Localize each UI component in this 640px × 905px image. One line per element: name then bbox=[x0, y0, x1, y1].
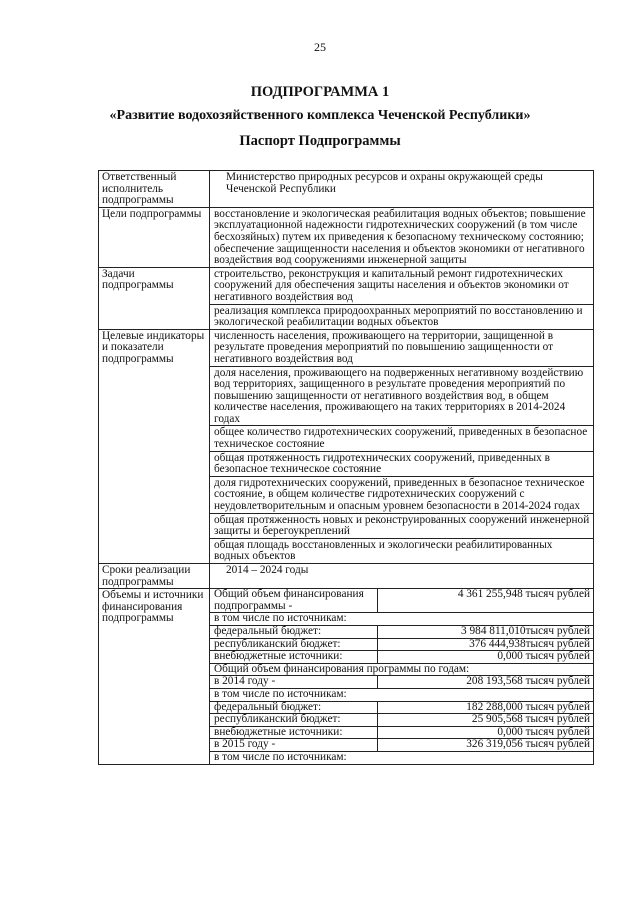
label-goals: Цели подпрограммы bbox=[99, 207, 210, 267]
financing-label: федеральный бюджет: bbox=[210, 625, 378, 638]
financing-value: 25 905,568 тысяч рублей bbox=[378, 714, 594, 727]
financing-row bbox=[210, 651, 593, 664]
financing-label: республиканский бюджет: bbox=[210, 714, 378, 727]
page-number: 25 bbox=[314, 40, 326, 54]
financing-note: в том числе по источникам: bbox=[210, 688, 593, 701]
indicator-item: общая протяженность новых и реконструированных сооружений инженерной защиты и берегоукреплений bbox=[210, 513, 593, 538]
financing-note: в том числе по источникам: bbox=[210, 751, 593, 763]
indicator-item: общее количество гидротехнических сооружений, приведенных в безопасное техническое состояние bbox=[210, 425, 593, 450]
financing-label: в 2014 году - bbox=[210, 676, 378, 689]
value-goals: восстановление и экологическая реабилитация водных объектов; повышение эксплуатационной надежности гидротехнических сооружений (в том числе бесхозяйных) путем их приведения к безопасному техническому состоянию; обеспечение защищенности населения и объектов экономики от негативного воздействия вод сооружениями инженерной защиты bbox=[214, 207, 586, 267]
value-responsible: Министерство природных ресурсов и охраны окружающей среды Чеченской Республики bbox=[226, 171, 543, 195]
passport-title: Паспорт Подпрограммы bbox=[239, 133, 401, 149]
indicator-item: общая площадь восстановленных и экологически реабилитированных водных объектов bbox=[210, 538, 593, 563]
financing-row bbox=[210, 751, 593, 763]
financing-label: внебюджетные источники: bbox=[210, 651, 378, 664]
financing-note: в том числе по источникам: bbox=[210, 613, 593, 626]
row-indicators bbox=[99, 329, 594, 563]
financing-value: 182 288,000 тысяч рублей bbox=[378, 701, 594, 714]
financing-row bbox=[210, 676, 593, 689]
value-terms: 2014 – 2024 годы bbox=[226, 564, 309, 576]
financing-row bbox=[210, 663, 593, 676]
financing-label: внебюджетные источники: bbox=[210, 726, 378, 739]
label-tasks: Задачи подпрограммы bbox=[99, 267, 210, 329]
financing-row bbox=[210, 726, 593, 739]
financing-row bbox=[210, 701, 593, 714]
indicator-item: общая протяженность гидротехнических сооружений, приведенных в безопасное техническое состояние bbox=[210, 451, 593, 476]
indicator-item: доля гидротехнических сооружений, приведенных в безопасное техническое состояние, в общем количестве гидротехнических сооружений с неудовлетворительным и опасным уровнем безопасности в 2014-2024 годах bbox=[210, 476, 593, 513]
financing-by-years: Общий объем финансирования программы по годам: bbox=[210, 663, 593, 676]
financing-table bbox=[210, 589, 593, 763]
label-volumes: Объемы и источники финансирования подпрограммы bbox=[99, 589, 210, 764]
task-item: реализация комплекса природоохранных мероприятий по восстановлению и экологической реабилитации водных объектов bbox=[210, 304, 593, 329]
financing-value: 208 193,568 тысяч рублей bbox=[378, 676, 594, 689]
financing-value: 3 984 811,010тысяч рублей bbox=[378, 625, 594, 638]
financing-row bbox=[210, 625, 593, 638]
row-tasks bbox=[99, 267, 594, 329]
financing-value: 0,000 тысяч рублей bbox=[378, 651, 594, 664]
label-indicators: Целевые индикаторы и показатели подпрограммы bbox=[99, 329, 210, 563]
financing-total-value: 4 361 255,948 тысяч рублей bbox=[457, 588, 590, 601]
label-responsible: Ответственный исполнитель подпрограммы bbox=[99, 171, 210, 208]
financing-row bbox=[210, 613, 593, 626]
indicator-item: численность населения, проживающего на территории, защищенной в результате проведения мероприятий по повышению защищенности от негативного воздействия вод bbox=[214, 329, 554, 365]
financing-row bbox=[210, 589, 593, 613]
subprogram-title: ПОДПРОГРАММА 1 bbox=[250, 84, 390, 100]
financing-label: в 2015 году - bbox=[210, 739, 378, 752]
financing-value: 376 444,938тысяч рублей bbox=[378, 638, 594, 651]
financing-row bbox=[210, 714, 593, 727]
passport-table bbox=[98, 170, 594, 765]
task-item: строительство, реконструкция и капитальный ремонт гидротехнических сооружений для обеспечения защиты населения и объектов экономики от негативного воздействия вод bbox=[214, 267, 569, 303]
row-responsible bbox=[99, 171, 594, 208]
indicator-item: доля населения, проживающего на подверженных негативному воздействию вод территориях, защищенного в результате проведения мероприятий по повышению защищенности от негативного воздействия вод, в общем количестве населения, проживающего на таких территориях в 2014-2024 годах bbox=[210, 366, 593, 426]
subprogram-name: «Развитие водохозяйственного комплекса Чеченской Республики» bbox=[109, 108, 531, 123]
label-terms: Сроки реализации подпрограммы bbox=[99, 564, 210, 589]
financing-label: федеральный бюджет: bbox=[210, 701, 378, 714]
financing-row bbox=[210, 638, 593, 651]
financing-row bbox=[210, 739, 593, 752]
row-volumes bbox=[99, 589, 594, 764]
row-goals bbox=[99, 207, 594, 267]
financing-value: 326 319,056 тысяч рублей bbox=[378, 739, 594, 752]
financing-label: республиканский бюджет: bbox=[210, 638, 378, 651]
row-terms bbox=[99, 564, 594, 589]
financing-row bbox=[210, 688, 593, 701]
financing-value: 0,000 тысяч рублей bbox=[378, 726, 594, 739]
financing-total-label: Общий объем финансирования подпрограммы - bbox=[210, 589, 378, 613]
